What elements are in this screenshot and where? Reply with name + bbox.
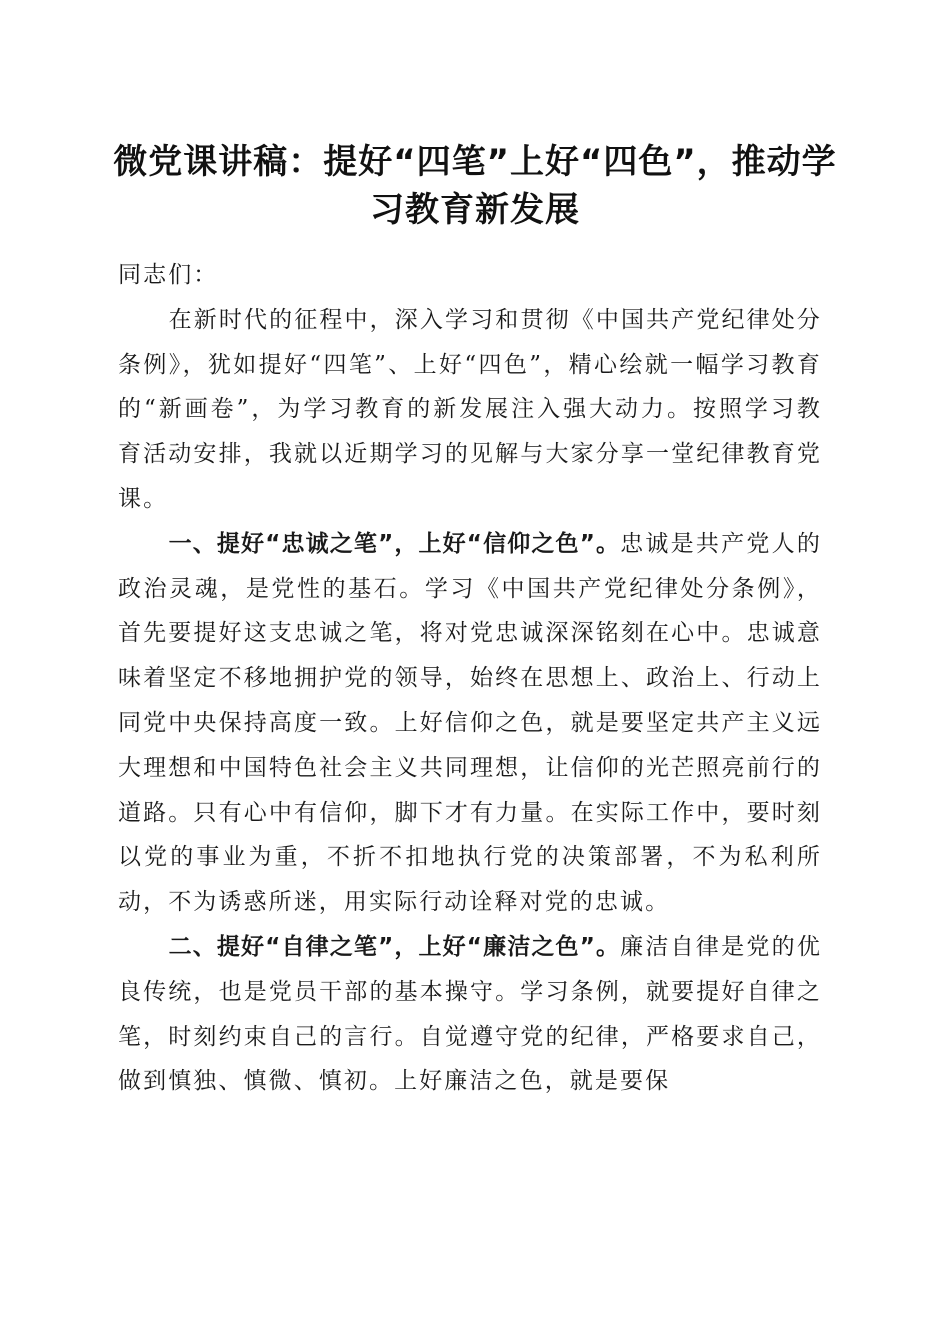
intro-paragraph — [118, 298, 822, 522]
section-one-heading: 一、提好“忠诚之笔”，上好“信仰之色”。 — [168, 530, 621, 557]
salutation: 同志们： — [118, 262, 219, 288]
section-two-paragraph — [118, 925, 822, 1104]
document-body — [118, 253, 822, 1104]
paragraph-text: 在新时代的征程中，深入学习和贯彻《中国共产党纪律处分条例》，犹如提好“四笔”、上好“四色”，精心绘就一幅学习教育的“新画卷”，为学习教育的新发展注入强大动力。按照学习教育活动安排，我就以近期学习的见解与大家分享一堂纪律教育党课。 — [118, 306, 822, 512]
document-title: 微党课讲稿：提好“四笔”上好“四色”，推动学习教育新发展 — [113, 142, 837, 230]
paragraph-text: 忠诚是共产党人的政治灵魂，是党性的基石。学习《中国共产党纪律处分条例》，首先要提好这支忠诚之笔，将对党忠诚深深铭刻在心中。忠诚意味着坚定不移地拥护党的领导，始终在思想上、政治上、行动上同党中央保持高度一致。上好信仰之色，就是要坚定共产主义远大理想和中国特色社会主义共同理想，让信仰的光芒照亮前行的道路。只有心中有信仰，脚下才有力量。在实际工作中，要时刻以党的事业为重，不折不扣地执行党的决策部署，不为私利所动，不为诱惑所迷，用实际行动诠释对党的忠诚。 — [118, 530, 822, 916]
section-one-paragraph — [118, 522, 822, 925]
paragraph-text: 廉洁自律是党的优良传统，也是党员干部的基本操守。学习条例，就要提好自律之笔，时刻约束自己的言行。自觉遵守党的纪律，严格要求自己，做到慎独、慎微、慎初。上好廉洁之色，就是要保 — [118, 933, 822, 1095]
section-two-heading: 二、提好“自律之笔”，上好“廉洁之色”。 — [168, 933, 621, 960]
